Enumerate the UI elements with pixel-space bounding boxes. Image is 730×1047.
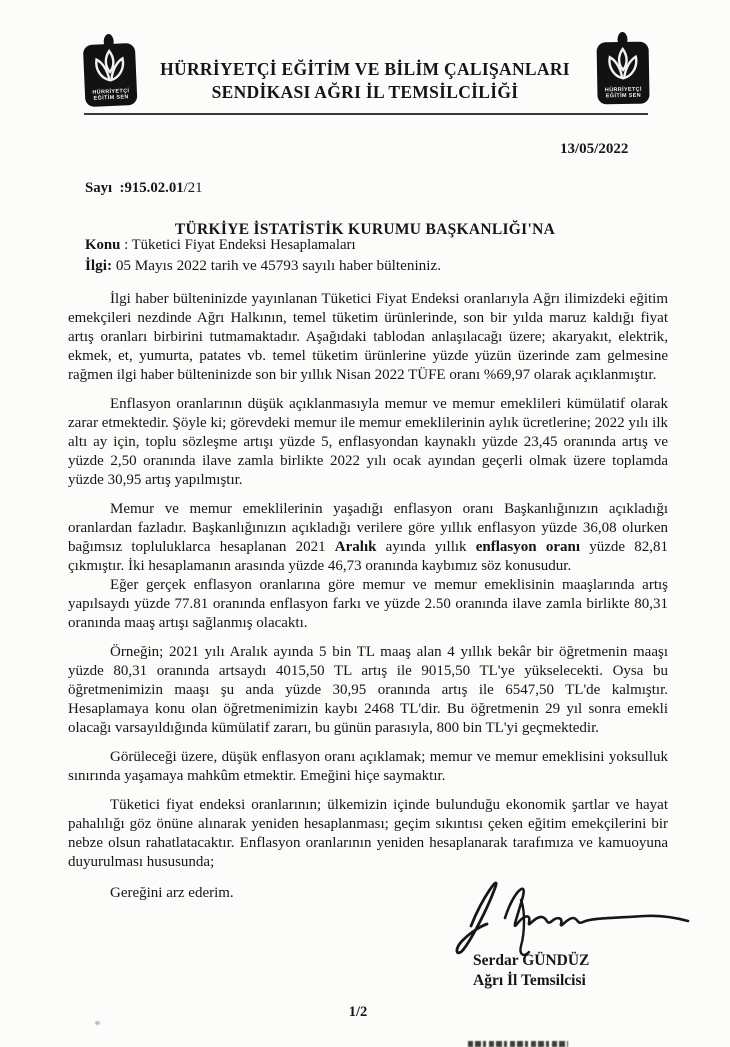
sayi-suffix: /21 [183,180,203,196]
logo-text-line2: EĞİTİM SEN [605,93,642,100]
document-date: 13/05/2022 [560,141,629,157]
cutoff-text-artifact [468,1041,568,1047]
paragraph-3-text: ayında yıllık [376,539,476,555]
paragraph-5: Örneğin; 2021 yılı Aralık ayında 5 bin TL maaş alan 4 yıllık bekâr bir öğretmenin maaşı yüzde 80,31 oranında artsaydı 4015,50 TL artış ile 9015,50 TL'ye yükselecekti. Oysa bu öğretmenimizin maaşı şu anda yüzde 30,95 oranında artış ile 6547,50 TL'de kalmıştır. Hesaplamaya konu olan öğretmenimizin kaybı 2468 TL'dir. Bu öğretmenin 29 yıl sonra emekli olacağı varsayıldığında kümülatif zararı, bu günün parasıyla, 800 bin TL'yi geçmektedir. [68,644,668,736]
logo-text-line1: HÜRRİYETÇİ [92,87,130,96]
paragraph-6: Görüleceği üzere, düşük enflasyon oranı açıklamak; memur ve memur emeklisini yoksulluk sınırında yaşamaya mahkûm etmektir. Emeğini hiçe saymaktır. [68,749,668,784]
closing-line: Gereğini arz ederim. [110,885,234,901]
signer-name: Serdar GÜNDÜZ [473,952,590,969]
recipient-title: TÜRKİYE İSTATİSTİK KURUMU BAŞKANLIĞI'NA [174,221,556,238]
logo-text-line2: EĞİTİM SEN [93,94,129,103]
paragraph-1: İlgi haber bülteninizde yayınlanan Tüketici Fiyat Endeksi oranlarıyla Ağrı ilimizdeki eğitim emekçileri nezdinde Ağrı Halkının, temel tüketim ürünlerinde, son bir yılda maruz kaldığı fiyat artış oranları birbirini tutmamaktadır. Aşağıdaki tablodan anlaşılacağı üzere; akaryakıt, elektrik, ekmek, et, yumurta, patates vb. temel tüketim ürünlerine yüzde yüzün üzerinde zam gelmesine rağmen ilgi haber bülteninizde son bir yıllık Nisan 2022 TÜFE oranı %69,97 olarak açıklanmıştır. [68,291,668,383]
sayi-value: :915.02.01 [112,180,184,196]
scan-artifact [95,1021,100,1025]
header-divider [84,113,648,115]
paragraph-3-bold-enflasyon-orani: enflasyon oranı [475,539,580,555]
handwritten-signature [425,866,695,961]
letterhead-title [120,58,610,104]
paragraph-4: Eğer gerçek enflasyon oranlarına göre memur ve memur emeklisinin maaşlarında artış yapılsaydı yüzde 77.81 oranında enflasyon farkı ve yüzde 2.50 oranında ilave zamla birlikte 80,31 oranında maaş artışı sağlanmış olacaktı. [68,577,668,631]
konu-value: : Tüketici Fiyat Endeksi Hesaplamaları [120,237,356,253]
signer-block [473,951,589,990]
sayi-label: Sayı [85,180,113,196]
paragraph-3 [68,500,668,576]
paragraph-2: Enflasyon oranlarının düşük açıklanmasıyla memur ve memur emeklileri kümülatif olarak zarar etmektedir. Şöyle ki; görevdeki memur ile memur emeklilerinin aylık ücretlerine; 2022 yılı ilk altı ay için, toplu sözleşme artışı yüzde 5, enflasyondan kaynaklı yüzde 23,45 oranında artış ve yüzde 2,50 oranında ilave zamla birlikte 2022 yılı ocak ayından geçerli olmak üzere toplamda yüzde 30,95 artış yapılmıştır. [68,396,668,488]
paragraph-3-bold-aralik: Aralık [334,539,377,555]
reference-text: 05 Mayıs 2022 tarih ve 45793 sayılı haber bülteniniz. [112,257,442,274]
reference-label: İlgi: [85,257,113,274]
letter-body [68,290,668,913]
page-number: 1/2 [348,1004,368,1020]
konu-label: Konu [85,237,121,253]
org-name-line2: SENDİKASI AĞRI İL TEMSİLCİLİĞİ [211,82,519,102]
paragraph-3-text: Memur ve memur emeklilerinin yaşadığı enflasyon oranı Başkanlığınızın açıkladığı oranlardan fazladır. Başkanlığınızın açıkladığı verilere göre yıllık enflasyon yüzde 36,08 olurken bağımsız topluluklarca hesaplanan 2021 [68,501,668,555]
logo-text-line1: HÜRRİYETÇİ [604,86,642,94]
reference-line [85,257,441,275]
paragraph-3-text: yüzde 82,81 çıkmıştır. İki hesaplamanın arasında yüzde 46,73 oranında kaybımız söz konusudur. [68,539,668,574]
paragraph-7: Tüketici fiyat endeksi oranlarının; ülkemizin içinde bulunduğu ekonomik şartlar ve hayat pahalılığı göz önüne alınarak yeniden hesaplanması; geçim sıkıntısı çeken eğitim emekçilerini bir nebze olsun rahatlatacaktır. Enflasyon oranlarının yeniden hesaplanarak tarafımıza ve kamuoyuna duyurulması hususunda; [68,797,668,870]
signer-title: Ağrı İl Temsilcisi [473,971,586,989]
org-name-line1: HÜRRİYETÇİ EĞİTİM VE BİLİM ÇALIŞANLARI [160,59,570,79]
document-number-line [85,179,356,198]
